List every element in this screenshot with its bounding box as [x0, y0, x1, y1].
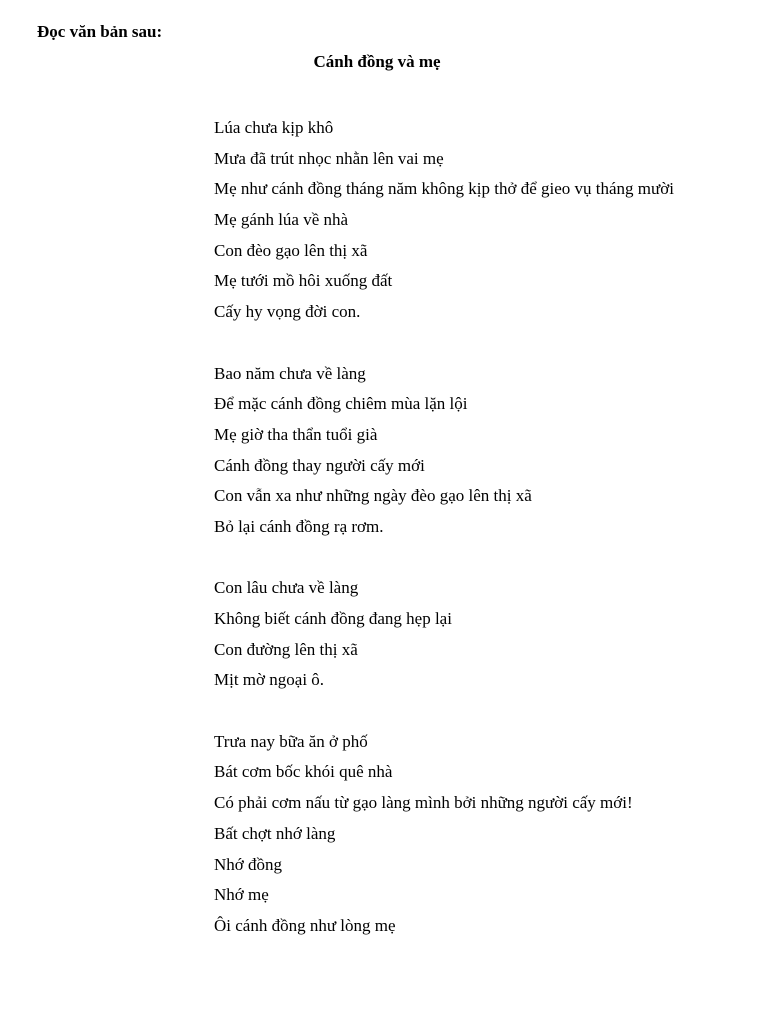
stanza-2	[214, 359, 754, 543]
poem-line: Mẹ gánh lúa về nhà	[214, 210, 349, 230]
poem-line: Lúa chưa kịp khô	[214, 118, 334, 137]
poem-line: Bất chợt nhớ làng	[214, 823, 336, 843]
poem-line: Mẹ tưới mồ hôi xuống đất	[214, 271, 393, 291]
stanza-4	[214, 727, 754, 942]
stanza-3	[214, 573, 754, 696]
poem-line: Bao năm chưa về làng	[214, 363, 366, 383]
poem-line: Mẹ giờ tha thẩn tuổi già	[214, 424, 378, 444]
poem-line: Để mặc cánh đồng chiêm mùa lặn lội	[214, 394, 468, 414]
poem-line: Bát cơm bốc khói quê nhà	[214, 762, 393, 782]
poem-line: Con vẫn xa như những ngày đèo gạo lên thị xã	[214, 486, 532, 506]
poem-line: Không biết cánh đồng đang hẹp lại	[214, 609, 452, 628]
poem-line: Con đường lên thị xã	[214, 639, 358, 659]
poem-body	[214, 113, 754, 972]
poem-line: Nhớ mẹ	[214, 885, 269, 905]
poem-line: Cấy hy vọng đời con.	[214, 302, 361, 322]
poem-line: Con lâu chưa về làng	[214, 578, 359, 598]
poem-line: Bỏ lại cánh đồng rạ rơm.	[214, 516, 384, 536]
stanza-1	[214, 113, 754, 328]
instruction-heading: Đọc văn bản sau:	[37, 22, 163, 41]
poem-line: Con đèo gạo lên thị xã	[214, 240, 368, 260]
poem-line: Nhớ đồng	[214, 854, 283, 874]
poem-line: Mịt mờ ngoại ô.	[214, 670, 325, 690]
poem-line: Mẹ như cánh đồng tháng năm không kịp thở để gieo vụ tháng mười	[214, 179, 674, 199]
poem-title: Cánh đồng và mẹ	[313, 52, 441, 71]
poem-line: Cánh đồng thay người cấy mới	[214, 455, 425, 475]
poem-line: Ôi cánh đồng như lòng mẹ	[214, 915, 396, 935]
poem-line: Có phải cơm nấu từ gạo làng mình bởi những người cấy mới!	[214, 793, 633, 813]
poem-line: Mưa đã trút nhọc nhằn lên vai mẹ	[214, 148, 444, 168]
poem-line: Trưa nay bữa ăn ở phố	[214, 731, 368, 751]
